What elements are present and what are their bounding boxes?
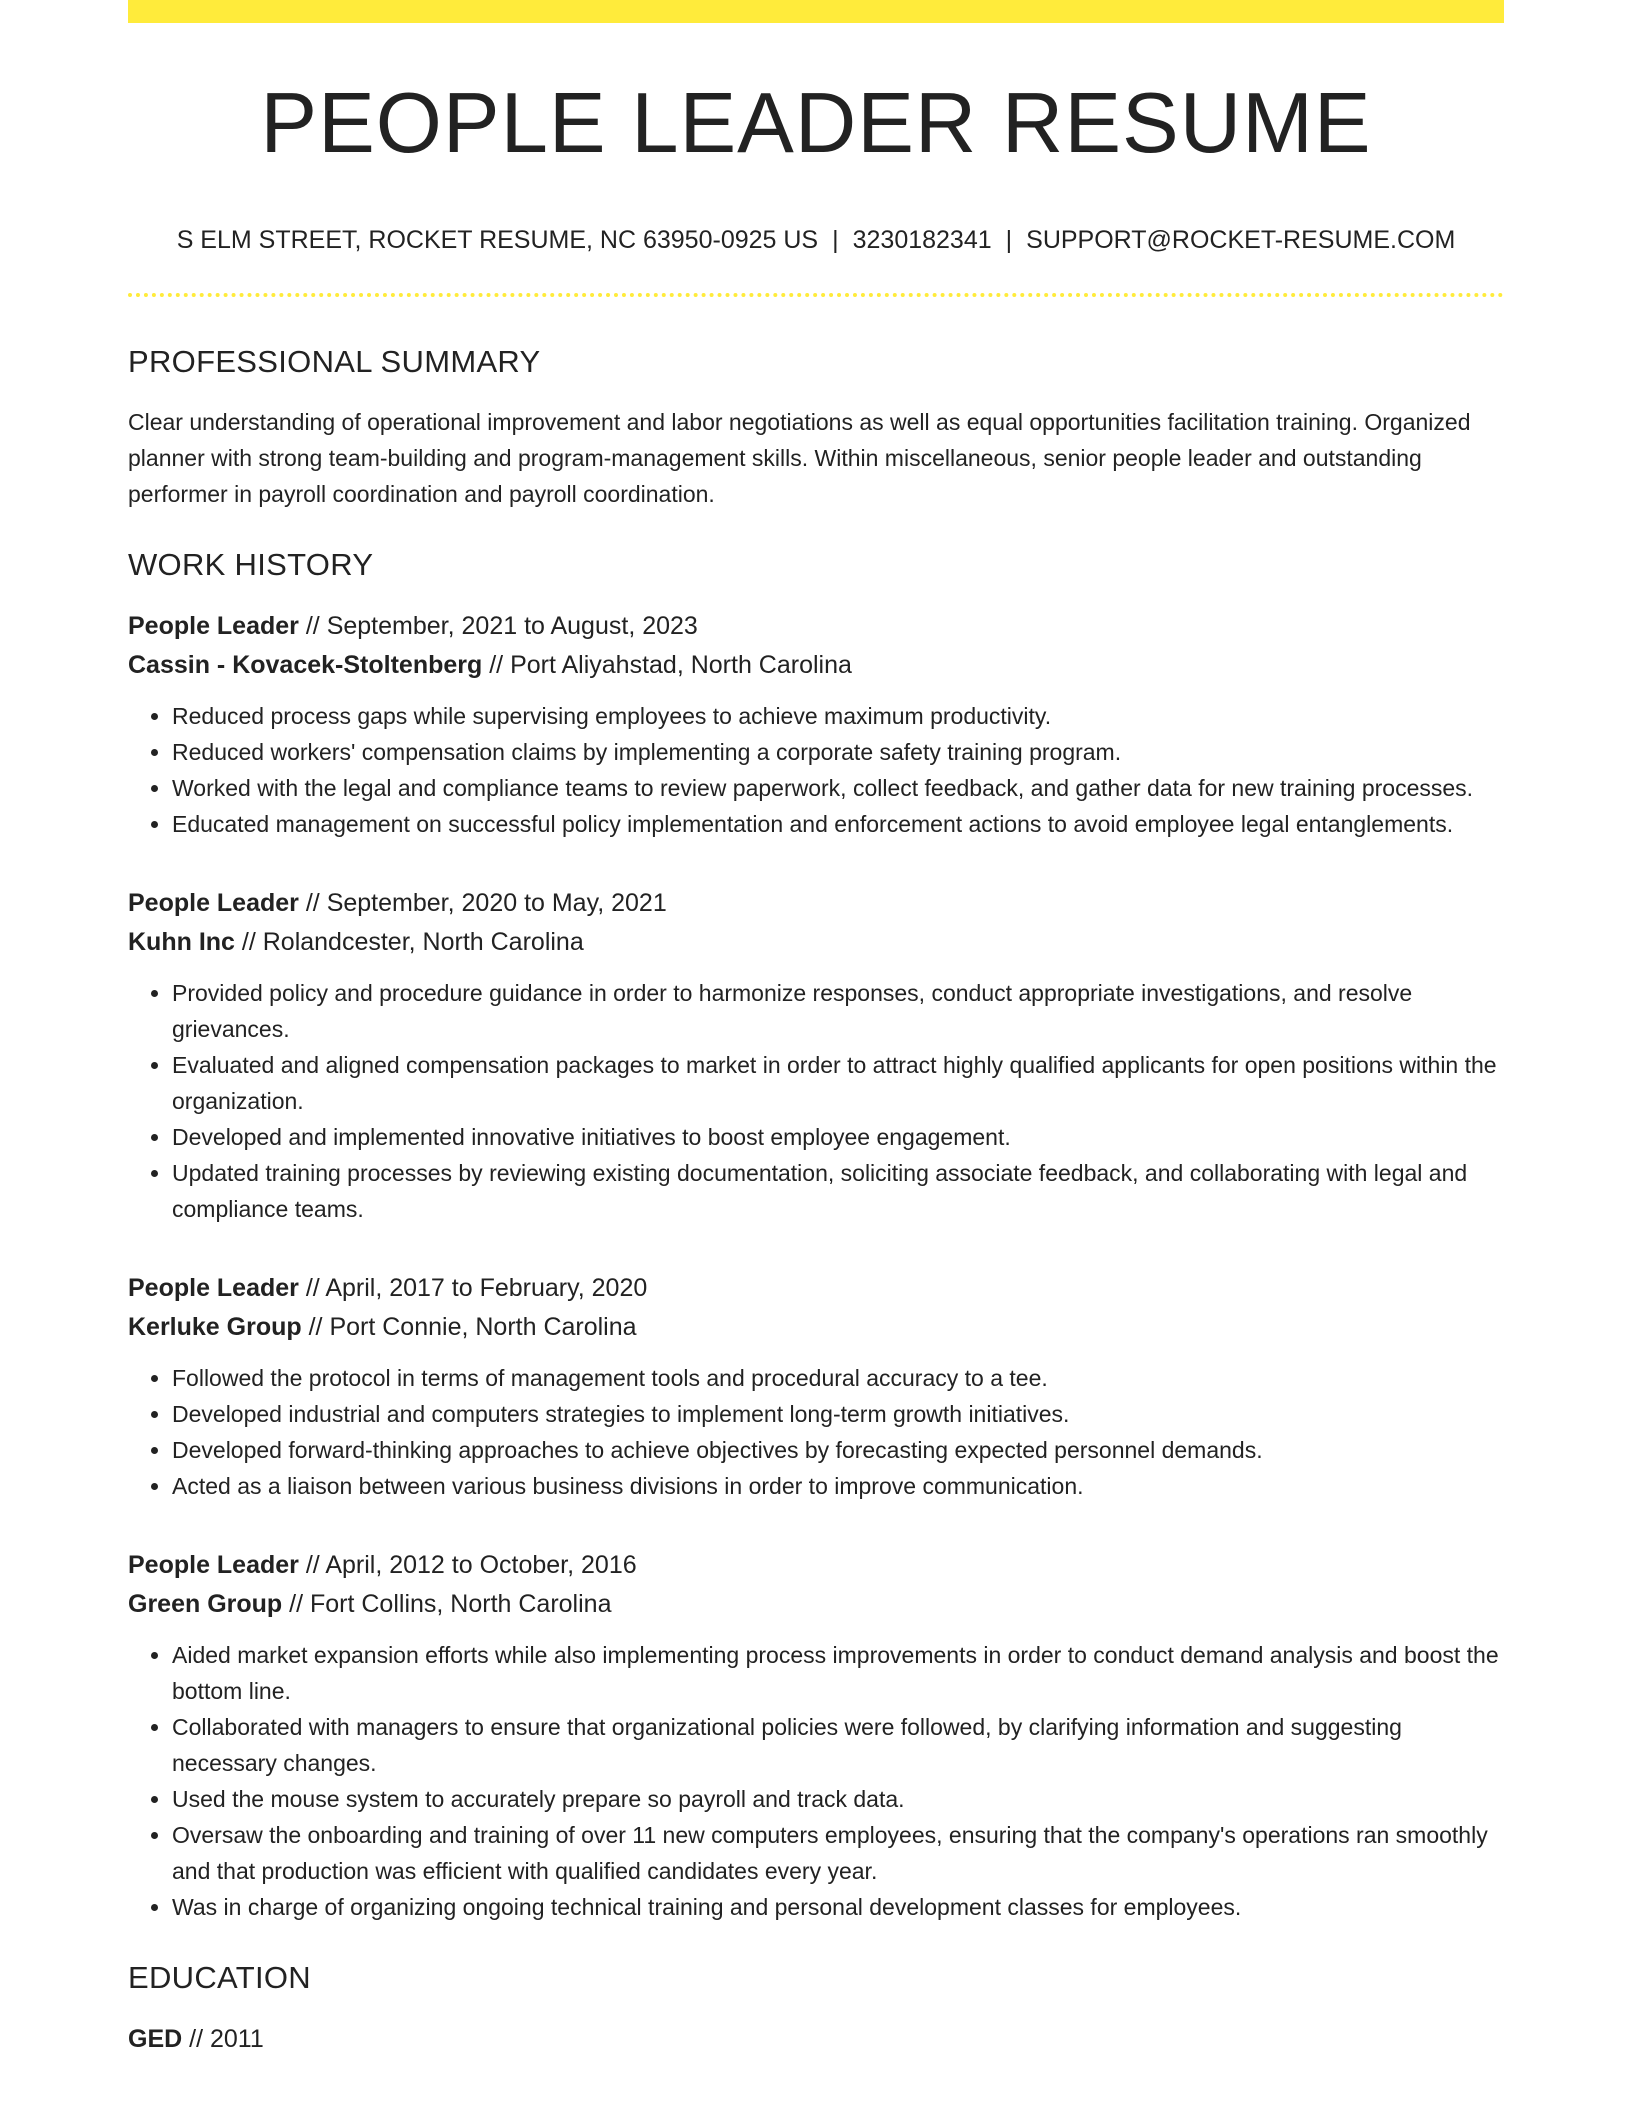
job-bullet: • Evaluated and aligned compensation packages to market in order to attract highly qualified applicants for open positions within the organization.	[172, 1047, 1504, 1119]
contact-phone: 3230182341	[852, 226, 992, 254]
education-year: 2011	[209, 2025, 264, 2053]
job-dates: September, 2021 to August, 2023	[326, 612, 698, 640]
job-location: Rolandcester, North Carolina	[262, 928, 584, 956]
job-delimiter: //	[298, 889, 327, 917]
job-location: Port Connie, North Carolina	[329, 1313, 637, 1341]
section-title-education: EDUCATION	[128, 1960, 311, 1995]
job-entry	[128, 884, 1504, 1227]
job-bullet: • Oversaw the onboarding and training of over 11 new computers employees, ensuring that the company's operations ran smoothly and that production was efficient with qualified candidates every year.	[172, 1817, 1504, 1889]
job-role-line	[128, 607, 1504, 646]
resume-page	[128, 0, 1504, 2059]
job-role-line	[128, 1546, 1504, 1585]
job-entry	[128, 1269, 1504, 1504]
job-company: Cassin - Kovacek-Stoltenberg	[128, 651, 483, 679]
job-bullets	[128, 1637, 1504, 1925]
job-company: Kuhn Inc	[128, 928, 235, 956]
contact-line	[128, 228, 1504, 253]
job-dates: April, 2017 to February, 2020	[325, 1274, 648, 1302]
job-company-line	[128, 923, 1504, 962]
job-bullet: • Provided policy and procedure guidance in order to harmonize responses, conduct appropriate investigations, and resolve grievances.	[172, 975, 1504, 1047]
job-bullet: • Educated management on successful policy implementation and enforcement actions to avoid employee legal entanglements.	[172, 806, 1504, 842]
contact-address: S ELM STREET, ROCKET RESUME, NC 63950-0925 US	[176, 226, 819, 254]
job-role: People Leader	[128, 1274, 299, 1302]
job-location: Port Aliyahstad, North Carolina	[510, 651, 852, 679]
job-role-line	[128, 884, 1504, 923]
job-bullet: • Collaborated with managers to ensure that organizational policies were followed, by clarifying information and suggesting necessary changes.	[172, 1709, 1504, 1781]
section-title-summary: PROFESSIONAL SUMMARY	[128, 344, 541, 379]
job-company-line	[128, 1308, 1504, 1347]
education-degree: GED	[128, 2025, 183, 2053]
job-bullet: • Followed the protocol in terms of management tools and procedural accuracy to a tee.	[172, 1360, 1504, 1396]
contact-separator: |	[1005, 226, 1013, 254]
job-dates: September, 2020 to May, 2021	[326, 889, 667, 917]
job-company: Green Group	[128, 1590, 283, 1618]
summary-text: Clear understanding of operational improvement and labor negotiations as well as equal opportunities facilitation training. Organized planner with strong team-building and program-management skills. Within miscellaneous, senior people leader and outstanding performer in payroll coordination and payroll coordination.	[128, 409, 1471, 507]
job-dates: April, 2012 to October, 2016	[325, 1551, 637, 1579]
job-bullet: • Developed and implemented innovative initiatives to boost employee engagement.	[172, 1119, 1504, 1155]
job-company-line	[128, 1585, 1504, 1624]
job-role: People Leader	[128, 612, 299, 640]
job-bullets	[128, 1360, 1504, 1504]
education-delimiter: //	[182, 2025, 210, 2053]
job-delimiter: //	[234, 928, 263, 956]
dotted-divider	[128, 293, 1504, 297]
job-bullet: • Updated training processes by reviewing existing documentation, soliciting associate feedback, and collaborating with legal and compliance teams.	[172, 1155, 1504, 1227]
job-bullet: • Developed industrial and computers strategies to implement long-term growth initiatives.	[172, 1396, 1504, 1432]
section-title-work-history: WORK HISTORY	[128, 547, 374, 582]
accent-top-bar	[128, 0, 1504, 23]
job-delimiter: //	[298, 612, 327, 640]
contact-email: SUPPORT@ROCKET-RESUME.COM	[1026, 226, 1456, 254]
job-delimiter: //	[482, 651, 511, 679]
job-entry	[128, 1546, 1504, 1925]
job-role: People Leader	[128, 889, 299, 917]
resume-title: PEOPLE LEADER RESUME	[260, 76, 1372, 171]
job-delimiter: //	[301, 1313, 330, 1341]
contact-separator: |	[832, 226, 839, 254]
education-entry	[128, 2020, 1504, 2059]
job-bullet: • Used the mouse system to accurately prepare so payroll and track data.	[172, 1781, 1504, 1817]
job-role-line	[128, 1269, 1504, 1308]
job-delimiter: //	[282, 1590, 310, 1618]
job-bullets	[128, 698, 1504, 842]
job-company-line	[128, 646, 1504, 685]
job-bullet: • Acted as a liaison between various business divisions in order to improve communication.	[172, 1468, 1504, 1504]
job-bullets	[128, 975, 1504, 1227]
job-location: Fort Collins, North Carolina	[309, 1590, 612, 1618]
job-bullet: • Reduced workers' compensation claims by implementing a corporate safety training program.	[172, 734, 1504, 770]
job-role: People Leader	[128, 1551, 299, 1579]
job-bullet: • Aided market expansion efforts while also implementing process improvements in order to conduct demand analysis and boost the bottom line.	[172, 1637, 1504, 1709]
job-delimiter: //	[298, 1274, 326, 1302]
job-bullet: • Reduced process gaps while supervising employees to achieve maximum productivity.	[172, 698, 1504, 734]
job-delimiter: //	[298, 1551, 326, 1579]
job-entry	[128, 607, 1504, 842]
job-bullet: • Developed forward-thinking approaches to achieve objectives by forecasting expected personnel demands.	[172, 1432, 1504, 1468]
job-bullet: • Worked with the legal and compliance teams to review paperwork, collect feedback, and gather data for new training processes.	[172, 770, 1504, 806]
job-bullet: • Was in charge of organizing ongoing technical training and personal development classes for employees.	[172, 1889, 1504, 1925]
job-company: Kerluke Group	[128, 1313, 302, 1341]
work-history-list	[128, 607, 1504, 1925]
